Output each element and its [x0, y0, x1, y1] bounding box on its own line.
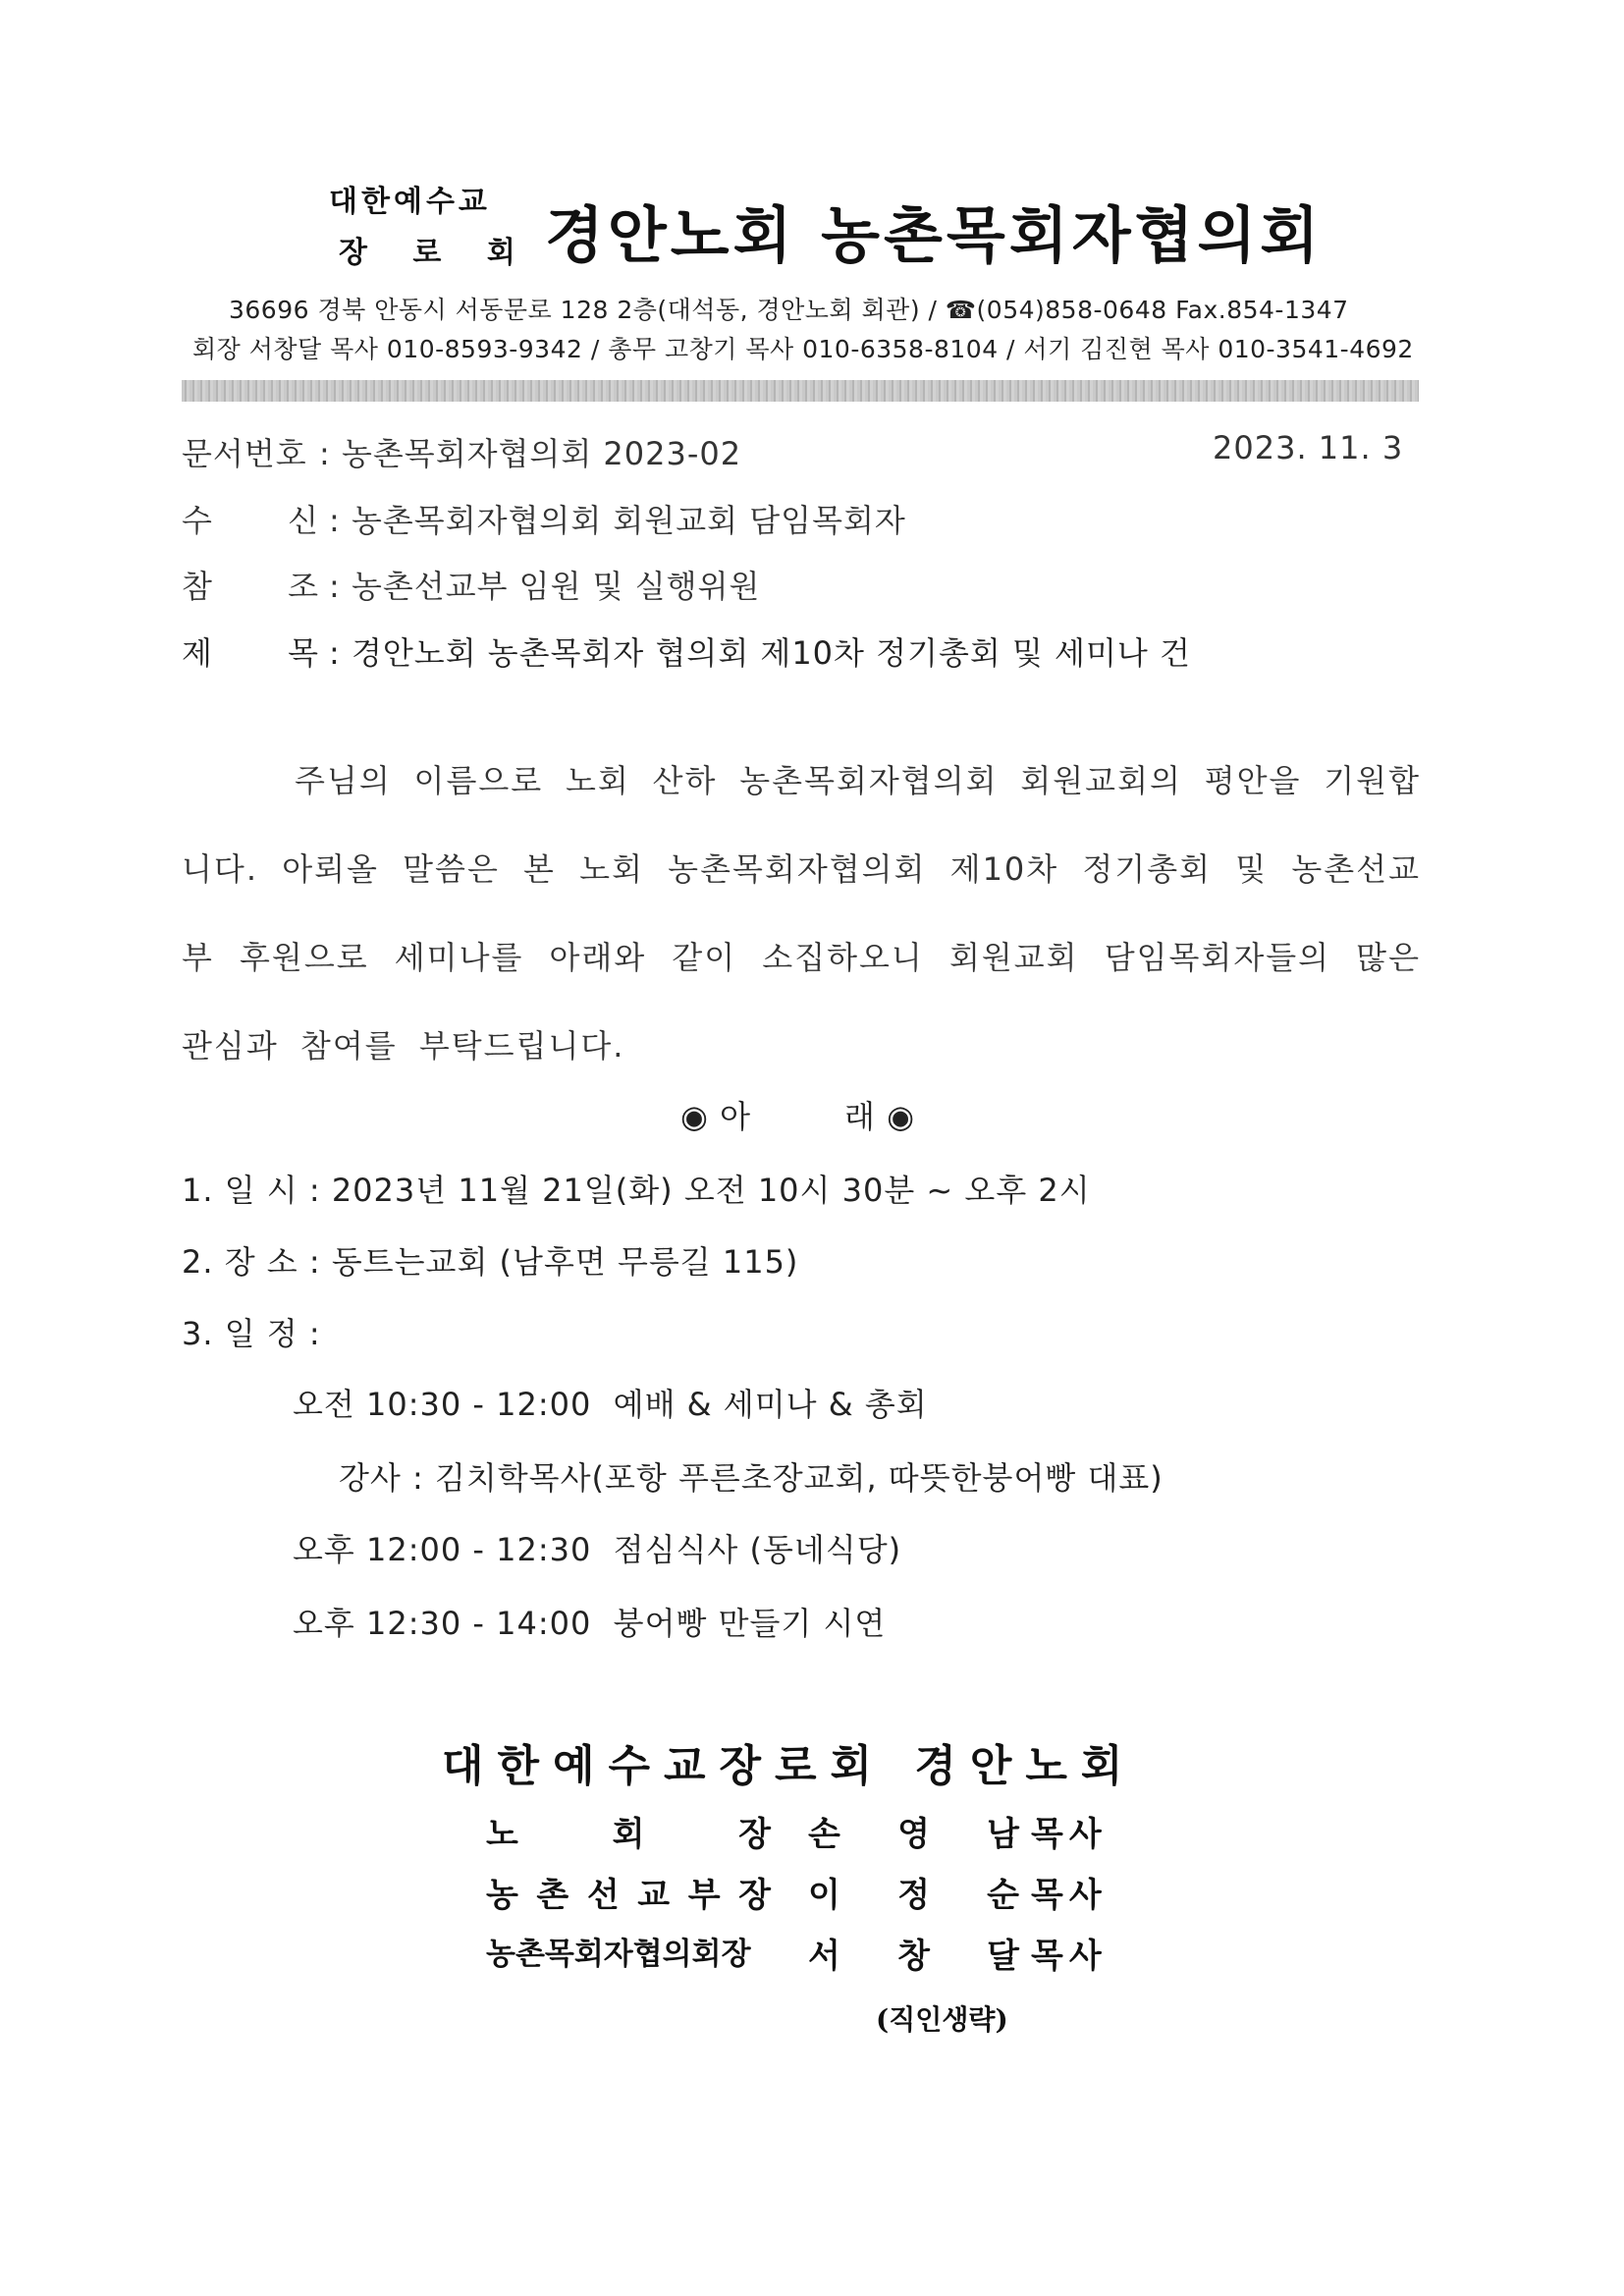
item-location: 2. 장 소 : 동트는교회 (남후면 무릉길 115): [182, 1243, 799, 1281]
signatory-name: 손 영 남: [808, 1815, 1019, 1854]
schedule-row: 오후 12:00 - 12:30 점심식사 (동네식당): [293, 1531, 902, 1568]
schedule-speaker: 강사 : 김치학목사(포항 푸른초장교회, 따뜻한붕어빵 대표): [339, 1459, 1164, 1497]
contact-officers: 회장 서창달 목사 010-8593-9342 / 총무 고창기 목사 010-6358-8104 / 서기 김진현 목사 010-3541-4692: [192, 335, 1414, 363]
seal-omitted-note: (직인생략): [876, 2003, 1008, 2036]
subject-label: 제 목: [182, 634, 319, 672]
letterhead-divider: [182, 380, 1419, 402]
signatory-suffix: 목사: [1031, 1876, 1108, 1915]
doc-number-row: [182, 429, 741, 474]
reference-label: 참 조: [182, 568, 319, 605]
notice-heading-right: 래 ◉: [844, 1098, 916, 1135]
signatory-title: 농촌목회자협의회장: [486, 1937, 751, 1972]
recipient-row: [182, 496, 906, 541]
item-datetime: 1. 일 시 : 2023년 11월 21일(화) 오전 10시 30분 ~ 오후 2시: [182, 1172, 1091, 1209]
signature-row: [486, 1807, 1108, 1855]
signatory-title: 노 회 장: [486, 1815, 771, 1854]
signatory-name: 서 창 달: [808, 1937, 1019, 1976]
subject-row: [182, 629, 1191, 674]
item-schedule: 3. 일 정 :: [182, 1315, 321, 1352]
organization-title: 경안노회 농촌목회자협의회: [545, 199, 1324, 271]
recipient-label: 수 신: [182, 502, 319, 539]
doc-number-value: : 농촌목회자협의회 2023-02: [319, 435, 742, 472]
schedule-row: 오후 12:30 - 14:00 붕어빵 만들기 시연: [293, 1605, 887, 1642]
denomination-line-2: 장 로 회: [339, 236, 533, 270]
signature-row: [486, 1929, 1108, 1977]
signatory-suffix: 목사: [1031, 1815, 1108, 1854]
signature-row: [486, 1868, 1108, 1916]
signatory-suffix: 목사: [1031, 1937, 1108, 1976]
reference-value: : 농촌선교부 임원 및 실행위원: [329, 568, 761, 605]
notice-heading-left: ◉ 아: [680, 1098, 752, 1135]
body-paragraph: 주님의 이름으로 노회 산하 농촌목회자협의회 회원교회의 평안을 기원합니다. 아뢰올 말씀은 본 노회 농촌목회자협의회 제10차 정기총회 및 농촌선교부 후원으로 세미나를 아래와 같이 소집하오니 회원교회 담임목회자들의 많은 관심과 참여를 부탁드립니다.: [182, 762, 1421, 1065]
denomination-line-1: 대한예수교: [329, 185, 491, 219]
doc-number-label: 문서번호: [182, 435, 307, 472]
signature-organization: 대한예수교장로회 경안노회: [442, 1741, 1137, 1791]
doc-date: 2023. 11. 3: [1213, 429, 1404, 466]
contact-address: 36696 경북 안동시 서동문로 128 2층(대석동, 경안노회 회관) / ☎(054)858-0648 Fax.854-1347: [229, 296, 1349, 324]
signatory-title: 농 촌 선 교 부 장: [486, 1876, 771, 1915]
signatory-name: 이 정 순: [808, 1876, 1019, 1915]
subject-value: : 경안노회 농촌목회자 협의회 제10차 정기총회 및 세미나 건: [329, 634, 1191, 672]
recipient-value: : 농촌목회자협의회 회원교회 담임목회자: [329, 502, 906, 539]
schedule-row: 오전 10:30 - 12:00 예배 & 세미나 & 총회: [293, 1386, 928, 1423]
reference-row: [182, 562, 760, 607]
